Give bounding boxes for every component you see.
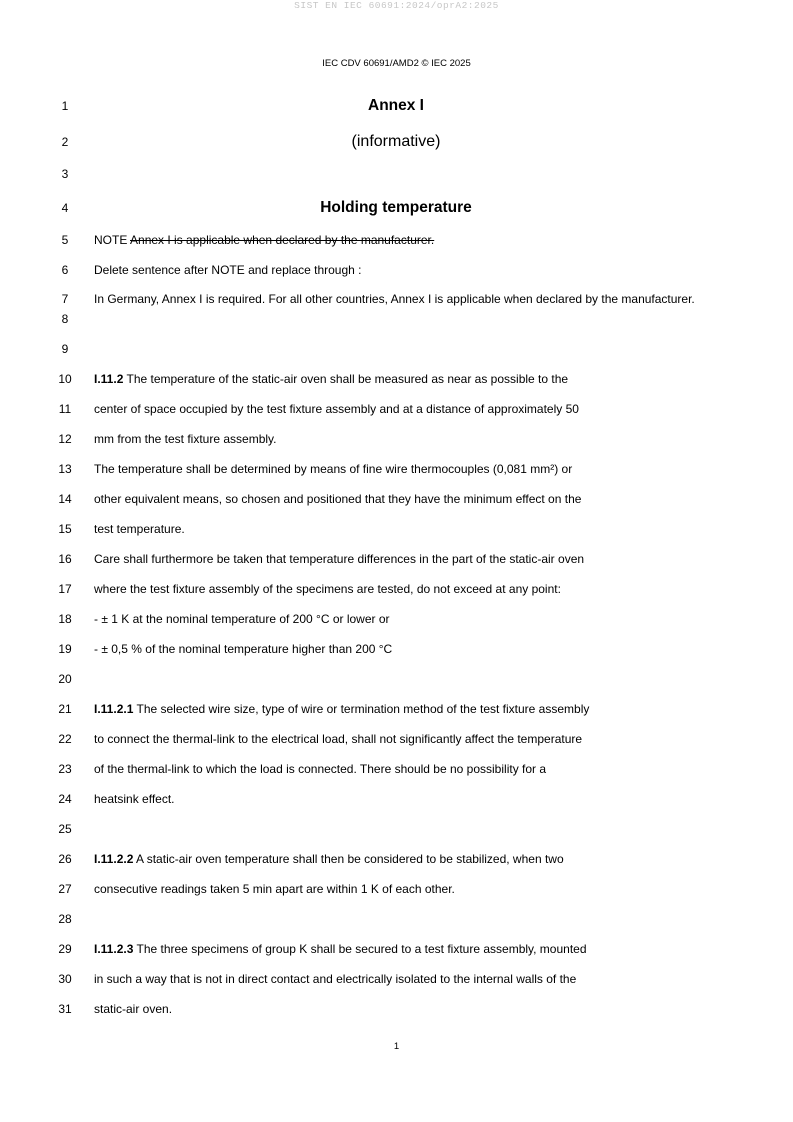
clause-ref: I.11.2.1: [94, 702, 134, 716]
body-line: where the test fixture assembly of the specimens are tested, do not exceed at any point:: [94, 582, 561, 596]
line-number: 12: [58, 432, 72, 446]
line-number: 20: [58, 672, 72, 686]
watermark: SIST EN IEC 60691:2024/oprA2:2025: [294, 0, 499, 11]
note-deleted-text: Annex I is applicable when declared by the manufacturer.: [130, 233, 435, 247]
line-number: 22: [58, 732, 72, 746]
note-label: NOTE: [94, 233, 131, 247]
body-line: heatsink effect.: [94, 792, 175, 806]
body-line: [94, 851, 734, 867]
body-line: of the thermal-link to which the load is connected. There should be no possibility for a: [94, 762, 547, 776]
line-number: 7: [61, 292, 69, 306]
line-number: 29: [58, 942, 72, 956]
line-number: 16: [58, 552, 72, 566]
line-number: 27: [58, 882, 72, 896]
line-number: 8: [61, 312, 69, 326]
body-line: [94, 701, 734, 717]
body-line: test temperature.: [94, 522, 185, 536]
line-number: 14: [58, 492, 72, 506]
body-paragraph: In Germany, Annex I is required. For all other countries, Annex I is applicable when declared by the manufacturer.: [94, 292, 695, 306]
annex-title: Annex I: [368, 97, 424, 114]
body-line: Delete sentence after NOTE and replace through :: [94, 263, 362, 277]
clause-ref: I.11.2.3: [94, 942, 134, 956]
clause-text: The three specimens of group K shall be secured to a test fixture assembly, mounted: [133, 942, 587, 956]
line-number: 11: [58, 402, 72, 416]
body-line: in such a way that is not in direct contact and electrically isolated to the internal walls of the: [94, 972, 577, 986]
clause-ref: I.11.2: [94, 372, 124, 386]
body-line: [94, 371, 734, 387]
clause-text: The selected wire size, type of wire or termination method of the test fixture assembly: [133, 702, 590, 716]
line-number: 19: [58, 642, 72, 656]
line-number: 2: [61, 135, 69, 149]
line-number: 25: [58, 822, 72, 836]
clause-text: A static-air oven temperature shall then be considered to be stabilized, when two: [133, 852, 564, 866]
line-number: 9: [61, 342, 69, 356]
body-line: - ± 1 K at the nominal temperature of 200 °C or lower or: [94, 612, 390, 626]
line-number: 6: [61, 263, 69, 277]
line-number: 3: [61, 167, 69, 181]
line-number: 23: [58, 762, 72, 776]
section-title: Holding temperature: [320, 199, 472, 216]
line-number: 5: [61, 233, 69, 247]
body-line: The temperature shall be determined by means of fine wire thermocouples (0,081 mm²) or: [94, 462, 573, 476]
line-number: 30: [58, 972, 72, 986]
page-header: IEC CDV 60691/AMD2 © IEC 2025: [322, 58, 471, 69]
line-number: 24: [58, 792, 72, 806]
line-number: 17: [58, 582, 72, 596]
body-line: to connect the thermal-link to the electrical load, shall not significantly affect the temperature: [94, 732, 583, 746]
body-line: consecutive readings taken 5 min apart are within 1 K of each other.: [94, 882, 455, 896]
body-line: - ± 0,5 % of the nominal temperature higher than 200 °C: [94, 642, 393, 656]
body-line: mm from the test fixture assembly.: [94, 432, 277, 446]
body-line: static-air oven.: [94, 1002, 173, 1016]
line-number: 26: [58, 852, 72, 866]
note-line: [94, 232, 734, 248]
body-line: other equivalent means, so chosen and positioned that they have the minimum effect on the: [94, 492, 582, 506]
line-number: 18: [58, 612, 72, 626]
line-number: 21: [58, 702, 72, 716]
line-number: 28: [58, 912, 72, 926]
body-line: center of space occupied by the test fixture assembly and at a distance of approximately 50: [94, 402, 579, 416]
line-number: 10: [58, 372, 72, 386]
clause-text: The temperature of the static-air oven shall be measured as near as possible to the: [123, 372, 569, 386]
body-line: Care shall furthermore be taken that temperature differences in the part of the static-air oven: [94, 552, 585, 566]
line-number: 13: [58, 462, 72, 476]
clause-ref: I.11.2.2: [94, 852, 134, 866]
line-number: 4: [61, 201, 69, 215]
body-line: [94, 941, 734, 957]
page-number: 1: [393, 1041, 400, 1052]
line-number: 1: [61, 99, 69, 113]
annex-type: (informative): [351, 133, 441, 150]
line-number: 15: [58, 522, 72, 536]
line-number: 31: [58, 1002, 72, 1016]
